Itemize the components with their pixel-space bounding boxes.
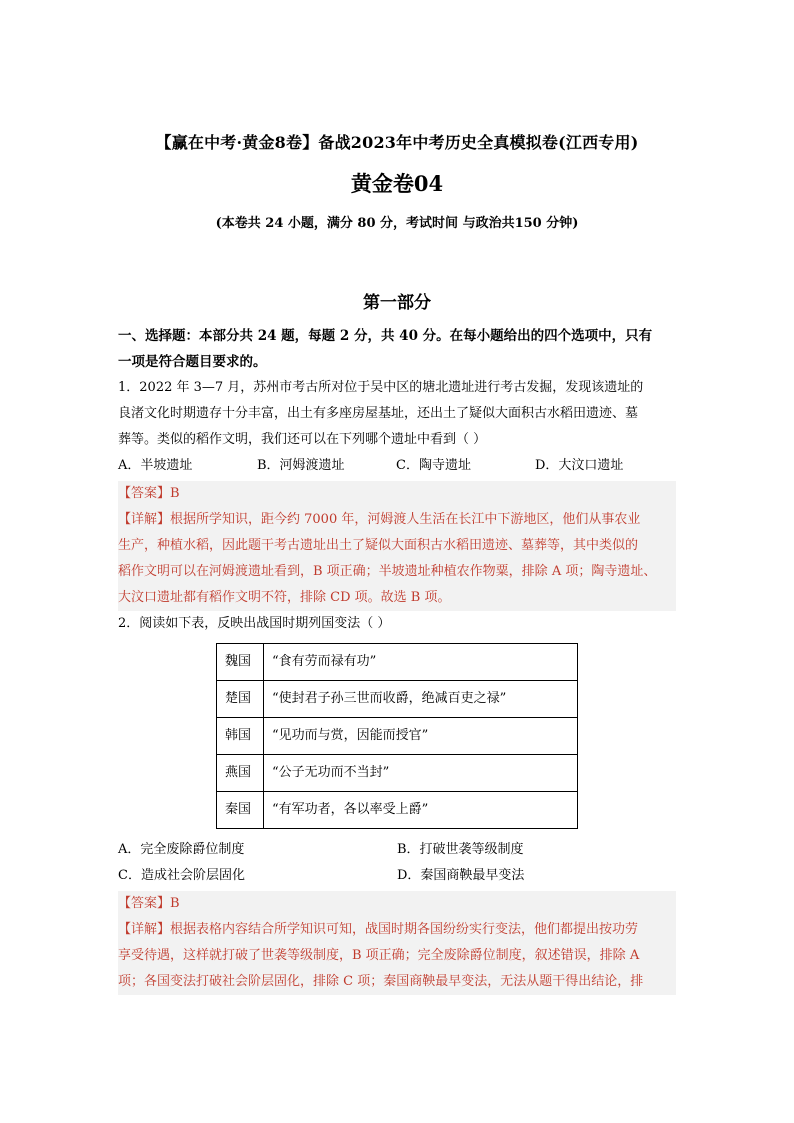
q1-answer-block: [118, 481, 676, 611]
table-quote-cell: “见功而与赏，因能而授官”: [264, 718, 578, 755]
q2-option-d[interactable]: D．秦国商鞅最早变法: [397, 868, 525, 883]
q1-options: [118, 453, 676, 479]
q1-explain-line1: 【详解】根据所学知识，距今约 7000 年，河姆渡人生活在长江中下游地区，他们从事农业: [118, 512, 641, 527]
table-state-cell: 秦国: [217, 792, 264, 829]
series-title: 【赢在中考·黄金8卷】备战2023年中考历史全真模拟卷(江西专用): [155, 133, 639, 152]
q1-explain-line3: 稻作文明可以在河姆渡遗址看到，B 项正确；半坡遗址种植农作物粟，排除 A 项；陶寺遗址、: [118, 564, 657, 579]
paper-subtitle: (本卷共 24 小题，满分 80 分，考试时间 与政治共150 分钟): [215, 216, 579, 231]
table-quote-cell: “有军功者，各以率受上爵”: [264, 792, 578, 829]
q1-answer: 【答案】B: [118, 486, 180, 501]
table-quote-cell: “公子无功而不当封”: [264, 755, 578, 792]
paper-title: 黄金卷04: [350, 171, 444, 196]
questions-content: [118, 323, 676, 995]
table-row: [217, 792, 578, 829]
q1-explain-line2: 生产，种植水稻，因此题干考古遗址出土了疑似大面积古水稻田遗迹、墓葬等，其中类似的: [118, 538, 639, 553]
q2-answer-block: [118, 891, 676, 995]
table-state-cell: 楚国: [217, 681, 264, 718]
section-heading-line1: 一、选择题：本部分共 24 题，每题 2 分，共 40 分。在每小题给出的四个选项中，只有: [118, 328, 653, 344]
q1-option-c[interactable]: C．陶寺遗址: [396, 458, 471, 473]
section-heading-line2: 一项是符合题目要求的。: [118, 354, 267, 370]
reform-table: [216, 643, 578, 829]
q2-explain-line1: 【详解】根据表格内容结合所学知识可知，战国时期各国纷纷实行变法，他们都提出按功劳: [118, 922, 639, 937]
table-state-cell: 魏国: [217, 644, 264, 681]
table-row: [217, 718, 578, 755]
q1-stem-line1: 1．2022 年 3—7 月，苏州市考古所对位于吴中区的塘北遗址进行考古发掘，发现该遗址的: [118, 380, 644, 395]
q1-option-d[interactable]: D．大汶口遗址: [535, 458, 624, 473]
table-state-cell: 韩国: [217, 718, 264, 755]
q2-options: [118, 837, 676, 889]
table-row: [217, 755, 578, 792]
q2-option-c[interactable]: C．造成社会阶层固化: [118, 868, 245, 883]
table-quote-cell: “使封君子孙三世而收爵，绝减百吏之禄”: [264, 681, 578, 718]
q1-stem-line3: 葬等。类似的稻作文明，我们还可以在下列哪个遗址中看到（ ）: [118, 432, 487, 447]
q1-stem-line2: 良渚文化时期遗存十分丰富，出土有多座房屋基址，还出土了疑似大面积古水稻田遗迹、墓: [118, 406, 639, 421]
q2-option-a[interactable]: A．完全废除爵位制度: [118, 842, 245, 857]
q1-option-b[interactable]: B．河姆渡遗址: [257, 458, 345, 473]
q2-explain-line3: 项；各国变法打破社会阶层固化，排除 C 项；秦国商鞅最早变法，无法从题干得出结论，排: [118, 974, 644, 989]
question-2: [118, 611, 676, 995]
q2-option-b[interactable]: B．打破世袭等级制度: [397, 842, 524, 857]
q2-answer: 【答案】B: [118, 896, 180, 911]
table-row: [217, 644, 578, 681]
q2-explain-line2: 享受待遇，这样就打破了世袭等级制度，B 项正确；完全废除爵位制度，叙述错误，排除 A: [118, 948, 640, 963]
q2-stem: 2．阅读如下表，反映出战国时期列国变法（ ）: [118, 616, 391, 631]
part-title: 第一部分: [363, 293, 431, 313]
table-quote-cell: “食有劳而禄有功”: [264, 644, 578, 681]
table-state-cell: 燕国: [217, 755, 264, 792]
q1-option-a[interactable]: A．半坡遗址: [118, 458, 193, 473]
q1-explain-line4: 大汶口遗址都有稻作文明不符，排除 CD 项。故选 B 项。: [118, 590, 451, 605]
table-row: [217, 681, 578, 718]
section-heading: [118, 323, 676, 375]
question-1: [118, 375, 676, 611]
